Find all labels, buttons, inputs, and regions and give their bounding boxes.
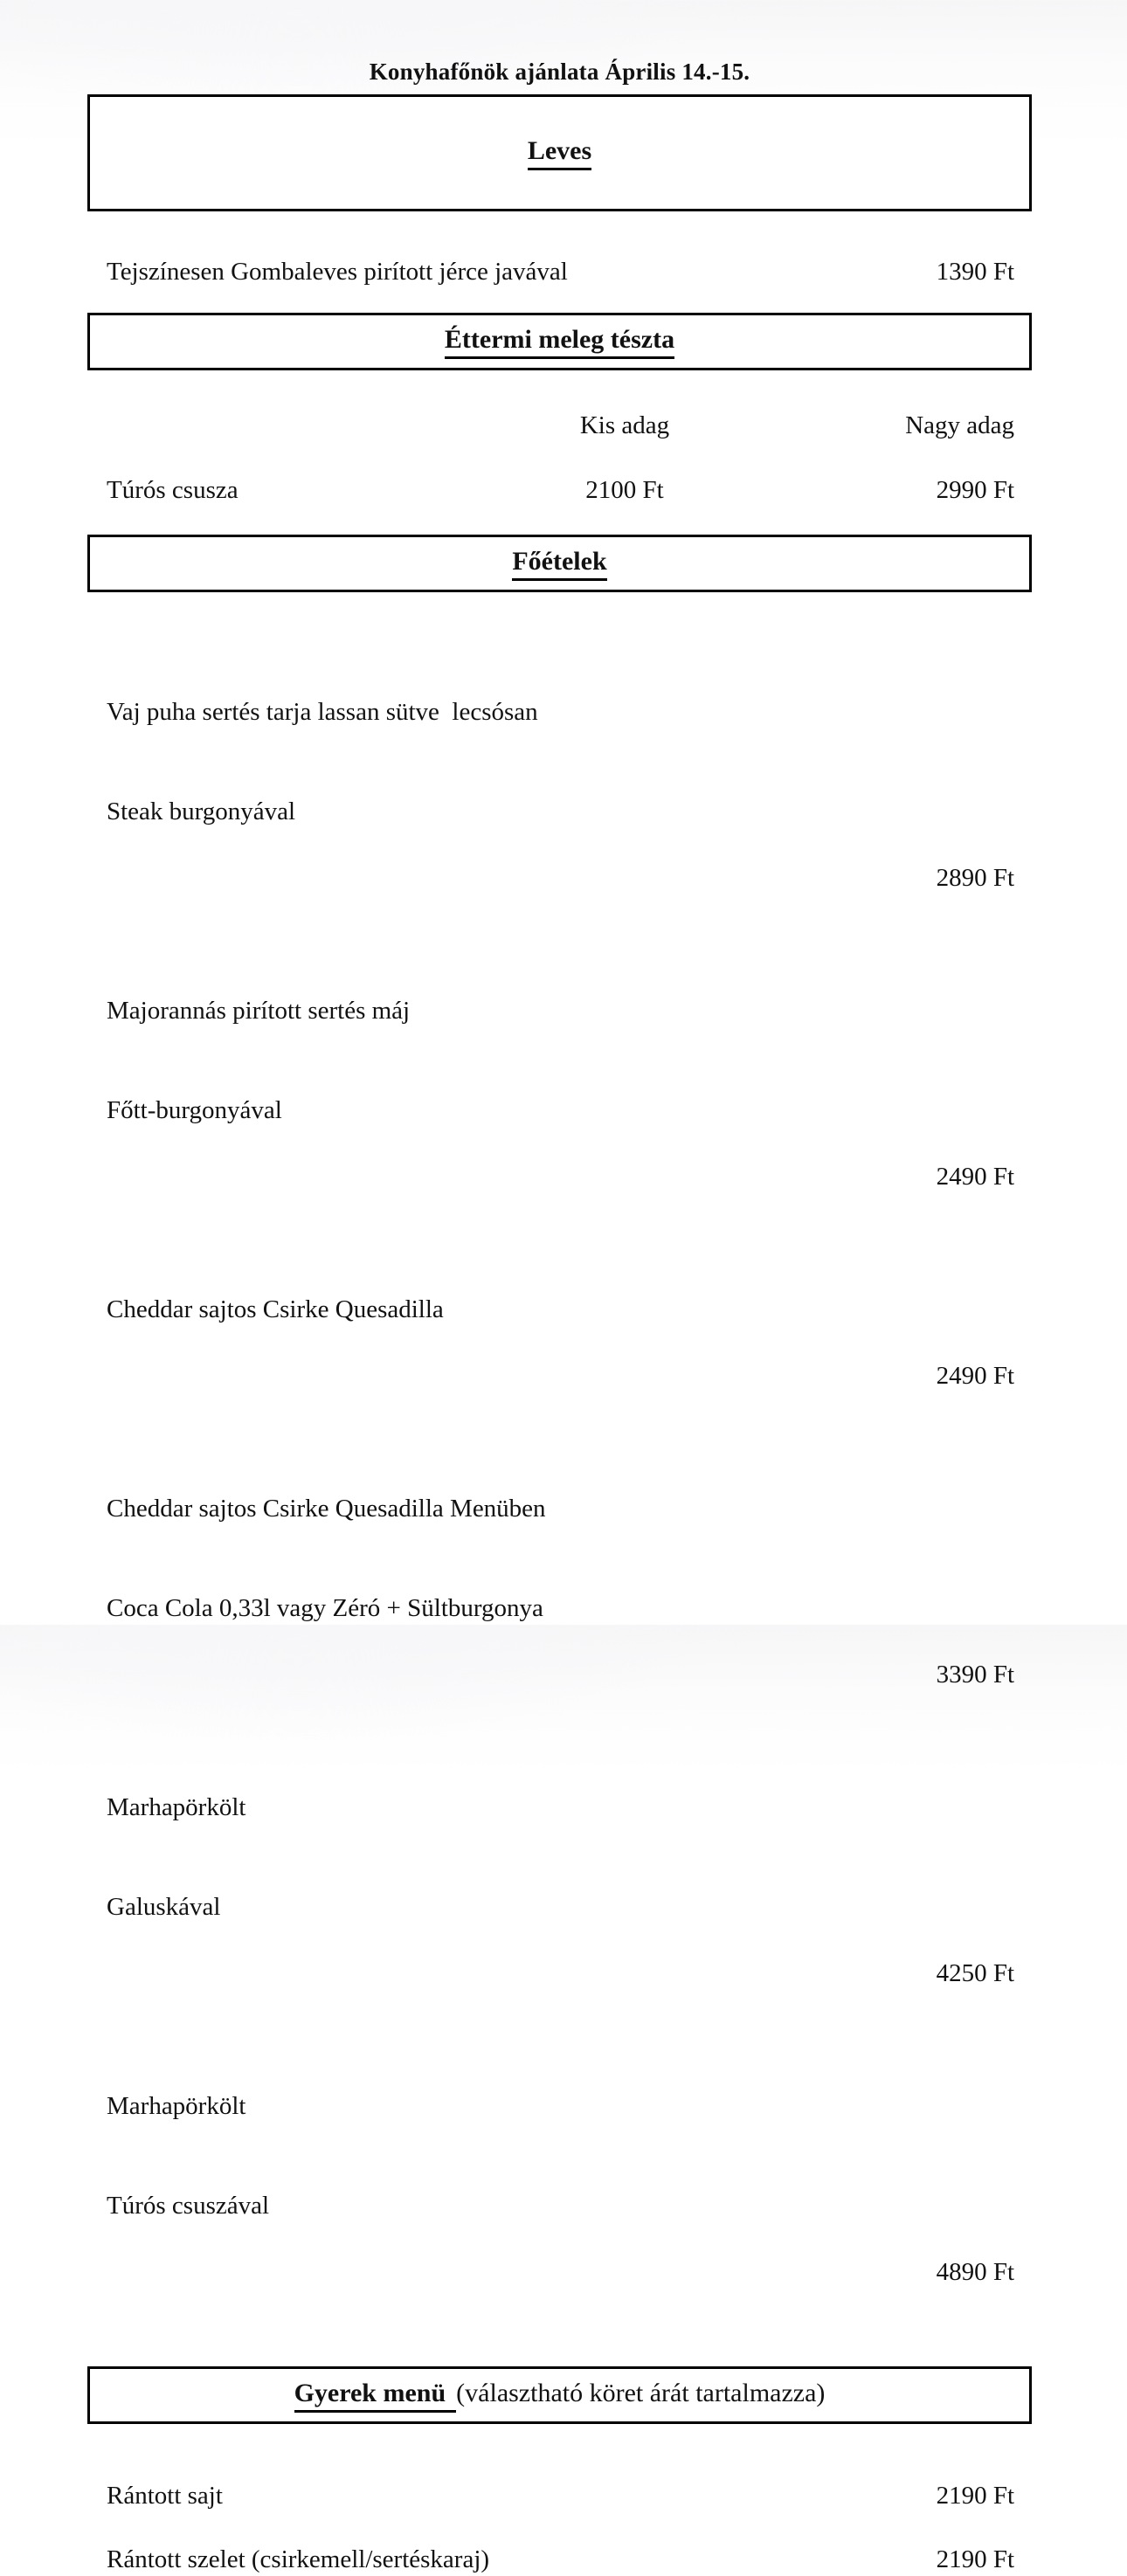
menu-item: [87, 2479, 1032, 2512]
menu-item-name: [107, 1724, 245, 1990]
portion-column-spacer: [107, 411, 472, 440]
main-dishes-list: [87, 629, 1032, 2289]
menu-item-name-line2: Főtt-burgonyával: [107, 1096, 282, 1124]
menu-item-name: [107, 1426, 546, 1691]
section-box-teszta: [87, 313, 1032, 370]
section-header-teszta: [445, 325, 674, 359]
menu-item-price: 2890 Ft: [936, 864, 1014, 892]
section-header-foetelek: [512, 547, 606, 581]
menu-item-price: 2490 Ft: [936, 1163, 1014, 1191]
menu-item: [87, 473, 1032, 507]
section-header-gyerek-menu-note: (választható köret árát tartalmazza): [456, 2378, 826, 2407]
section-header-gyerek-menu: [294, 2379, 826, 2413]
menu-item-name: [107, 2023, 269, 2289]
menu-item: [87, 928, 1032, 1193]
menu-item: [87, 2543, 1032, 2576]
menu-item-name: Túrós csusza: [107, 476, 239, 504]
menu-item-price: 2190 Ft: [936, 2545, 1014, 2573]
page-title: Konyhafőnök ajánlata Április 14.-15.: [369, 59, 750, 85]
menu-item-price: 4890 Ft: [936, 2258, 1014, 2286]
section-box-leves: [87, 94, 1032, 211]
section-box-gyerek-menu: [87, 2366, 1032, 2424]
menu-item-name-line1: Vaj puha sertés tarja lassan sütve lecsósan: [107, 698, 538, 726]
menu-item: [87, 1426, 1032, 1691]
section-header-teszta-label: Éttermi meleg tészta: [445, 325, 674, 359]
menu-item-name-line2: Steak burgonyával: [107, 798, 296, 825]
menu-item-name-line1: Marhapörkölt: [107, 1793, 246, 1821]
portion-columns-header: [87, 411, 1032, 440]
menu-item-name-line1: Cheddar sajtos Csirke Quesadilla: [107, 1295, 444, 1323]
menu-item-name: Rántott sajt: [107, 2482, 223, 2510]
menu-item-price-large: 2990 Ft: [936, 476, 1014, 504]
menu-item: [87, 255, 1032, 288]
menu-item-name-line1: Majorannás pirított sertés máj: [107, 997, 411, 1025]
menu-item-price: 3390 Ft: [936, 1661, 1014, 1689]
menu-item: [87, 1226, 1032, 1392]
menu-item: [87, 629, 1032, 894]
menu-item-name-line2: Coca Cola 0,33l vagy Zéró + Sültburgonya: [107, 1594, 543, 1622]
menu-item-name-line1: Cheddar sajtos Csirke Quesadilla Menüben: [107, 1495, 546, 1523]
menu-page: [87, 56, 1032, 2576]
menu-item-name: Tejszínesen Gombaleves pirított jérce javával: [107, 258, 568, 286]
menu-item-price: 4250 Ft: [936, 1959, 1014, 1987]
portion-column-large-label: Nagy adag: [905, 411, 1014, 439]
menu-item-price: 2490 Ft: [936, 1362, 1014, 1390]
portion-column-small-label: Kis adag: [579, 411, 670, 439]
section-header-leves-label: Leves: [528, 136, 591, 170]
menu-item-name-line1: Marhapörkölt: [107, 2092, 246, 2120]
section-header-gyerek-menu-label: Gyerek menü: [294, 2379, 457, 2413]
menu-item-price: 2190 Ft: [936, 2482, 1014, 2510]
menu-item-name: [107, 1226, 444, 1392]
section-header-leves: [528, 136, 591, 170]
menu-item-name-line2: Galuskával: [107, 1893, 221, 1921]
menu-item-name: Rántott szelet (csirkemell/sertéskaraj): [107, 2545, 490, 2573]
menu-item-price-small: 2100 Ft: [585, 476, 664, 504]
menu-item-name: [107, 629, 538, 894]
menu-item-price: 1390 Ft: [936, 258, 1014, 286]
section-box-foetelek: [87, 535, 1032, 592]
menu-item: [87, 2023, 1032, 2289]
menu-item-name-line2: Túrós csuszával: [107, 2192, 270, 2220]
section-header-foetelek-label: Főételek: [512, 547, 606, 581]
menu-item: [87, 1724, 1032, 1990]
menu-item-name: [107, 928, 410, 1193]
